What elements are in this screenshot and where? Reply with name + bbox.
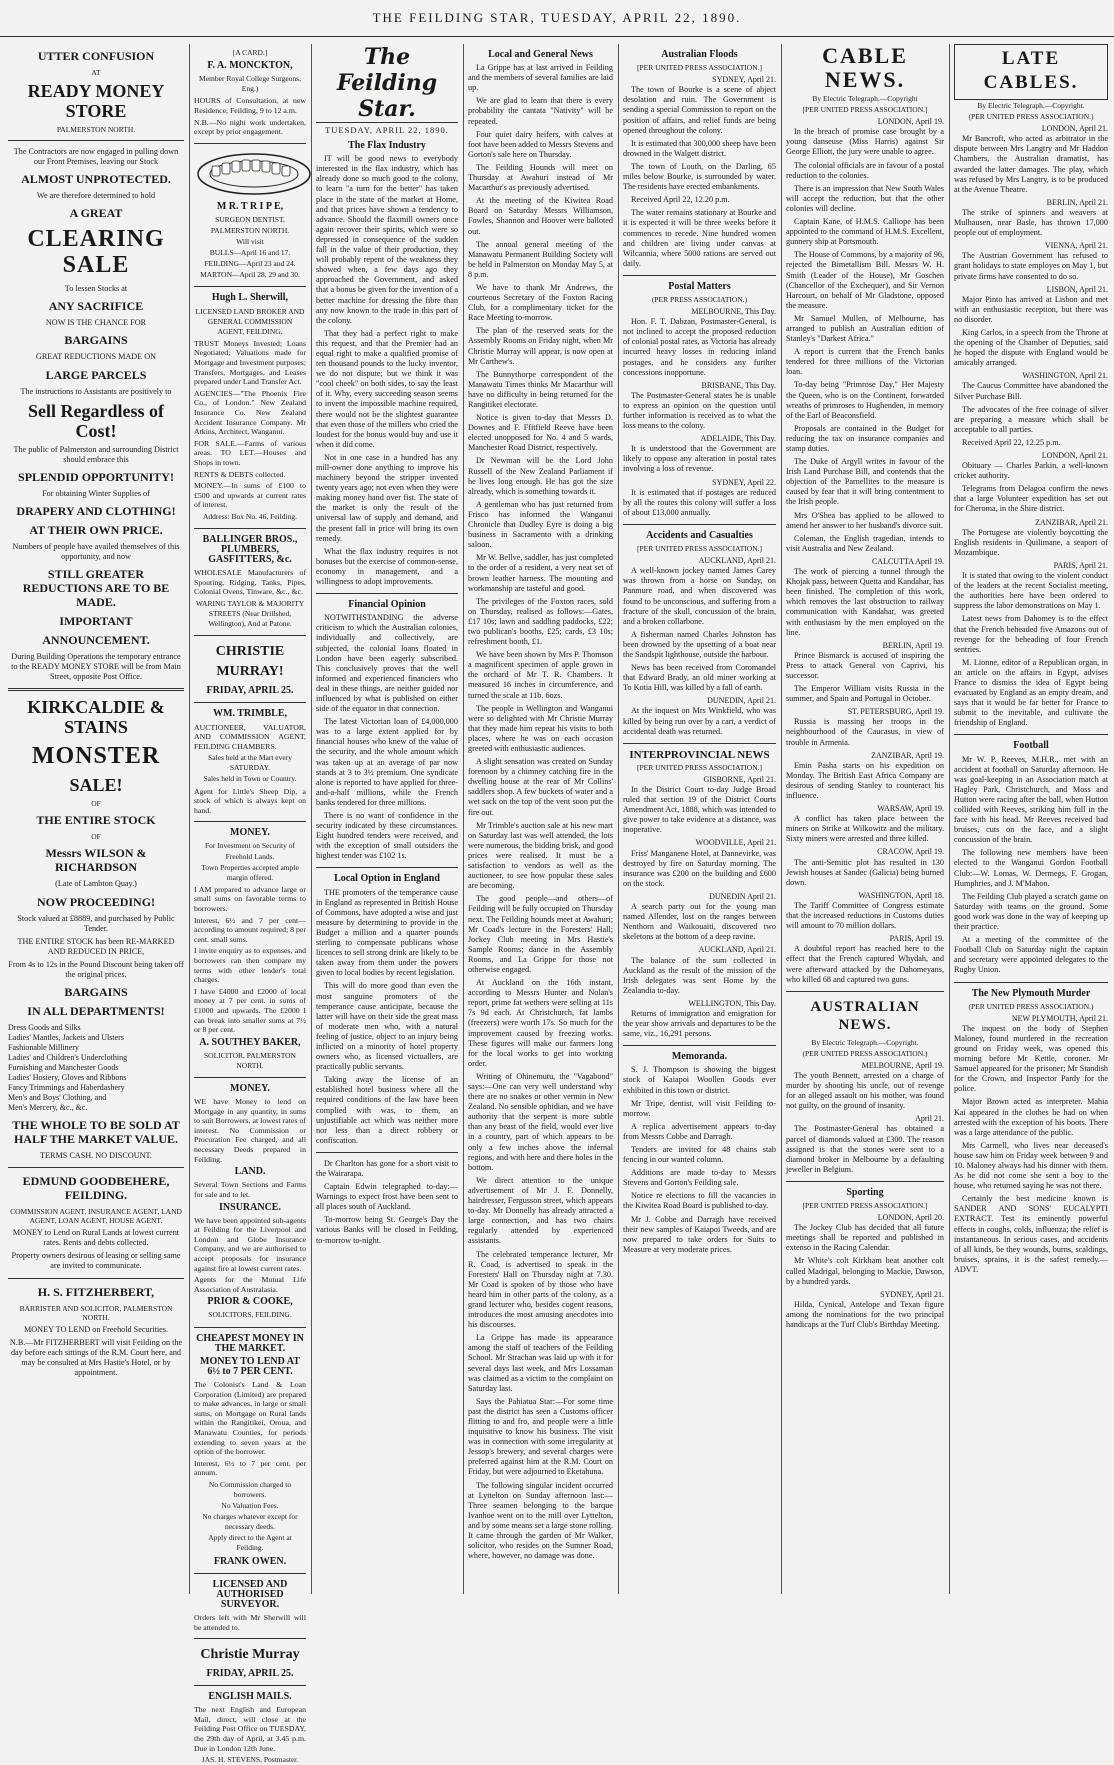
agency-credit: (PER UNITED PRESS ASSOCIATION.) (968, 1001, 1094, 1011)
departments-list: Dress Goods and Silks Ladies' Mantles, Jackets and Ulsters Fashionable Millinery Ladies' and Children's Underclothing Furnishing and Manchester Goods Ladies' Hosiery, Gloves and Ribbons Fancy Trimmings and Haberdashery Men's and Boys' Clothing, and Men's Mercery, &c., &c. (8, 1023, 128, 1113)
news-item: The strike of spinners and weavers at Mulhausen, near Basle, has thrown 17,000 people out of employment. (954, 207, 1108, 238)
newspaper-page (8, 43, 1108, 1765)
issue-date: TUESDAY, APRIL 22, 1890. (325, 125, 449, 135)
ad-text: We are therefore determined to hold (36, 191, 156, 201)
column-rule (949, 44, 950, 1594)
column-rule (189, 44, 190, 1594)
agency-credit: By Electric Telegraph.—Copyright. (977, 101, 1085, 110)
kirkcaldie-heading: KIRKCALDIE & STAINS (27, 697, 165, 738)
news-item: Mr Samuel Mullen, of Melbourne, has arranged to publish an Australian edition of Stanley's "Darkest Africa." (786, 313, 944, 344)
ad-text: The public of Palmerston and surrounding District should embrace this (13, 444, 179, 464)
article-paragraph: This will do more good than even the most sanguine promoters of the temperance cause anticipate, because the latter will have on their side the great mass of moderate men who, with a natural feeling of justice, object to an injury being inflicted on a minority of hotel property owners who, as licensed victuallers, are practically public servants. (316, 981, 458, 1072)
dateline: WOODVILLE, April 21. (695, 838, 776, 848)
dateline: ZANZIBAR, April 19. (871, 750, 944, 760)
news-item: It is estimated that 300,000 sheep have been drowned in the Walgett district. (623, 138, 776, 158)
ad-text: (Late of Lambton Quay.) (55, 879, 137, 889)
ad-headline: SPLENDID OPPORTUNITY! (18, 469, 174, 484)
news-item: The plan of the reserved seats for the Assembly Rooms on Friday night, when Mr Christie Murray will appear, is now open at Mr Carthew's. (468, 326, 613, 366)
news-item: The youth Bennett, arrested on a charge of murder by shooting his uncle, out of revenge for an alleged assault on his mother, was found not guilty, on the ground of insanity. (786, 1070, 944, 1111)
news-item: Latest news from Dahomey is to the effect that the French beheaded five Amazons out of revenge for the beheading of four French sentries. (954, 614, 1108, 654)
column-telegrams (623, 44, 776, 1594)
news-item: Received April 22, 12.20 p.m. (631, 195, 730, 205)
news-item: A report is current that the French banks tendered for three millions of the Victorian loan. (786, 347, 944, 377)
dateline: LONDON, April 19. (877, 117, 944, 127)
news-item: The Jockey Club has decided that all future meetings shall be reported and published in extenso in the Racing Calendar. (786, 1223, 944, 1253)
agency-credit: [PER UNITED PRESS ASSOCIATION.] (636, 63, 762, 73)
dateline: BERLIN, April 21. (1046, 197, 1108, 207)
news-item: Mrs Carmell, who lives near deceased's house saw him on Friday week between 9 and 10. Maloney always had his dinner with them. As he did not come she sent a boy to the house, who returned saying he was not there. (954, 1140, 1108, 1191)
dateline: BRISBANE, This Day. (701, 380, 776, 390)
column-rule (781, 44, 782, 1594)
ad-headline: BARGAINS (64, 333, 128, 348)
dateline: AUCKLAND, April 21. (698, 556, 776, 566)
news-item: The town of Bourke is a scene of abject desolation and ruin. The Government is sending a special Commission to report on the position of affairs, and relief funds are being opened throughout the colony. (623, 85, 776, 135)
store-location: PALMERSTON NORTH. (56, 125, 136, 134)
dateline: VIENNA, April 21. (1044, 241, 1108, 251)
news-item: The following new members have been elected to the Wanganui Gordon Football Club:—W. Lomas, W. Dermegs, F. Grogan, Humphries, and J. M'Mahon. (954, 848, 1108, 888)
ad-text: MONEY TO LEND on Freehold Securities. (23, 1324, 169, 1334)
article-heading: Memoranda. (671, 1051, 728, 1063)
news-item: The Postmaster-General has obtained a parcel of diamonds valued at £300. The reason assigned is that the stones were sent to a diamond broker in Melbourne by a defaulting jeweller in Belgium. (786, 1124, 944, 1174)
dateline: WELLINGTON, This Day. (688, 998, 776, 1008)
ad-headline: BARGAINS (64, 985, 128, 1000)
news-item: In the District Court to-day Judge Broad ruled that section 19 of the District Courts Amendment Act, 1888, which was intended to give power to take evidence at a distance, was inoperative. (623, 785, 776, 835)
ad-line: OF (91, 832, 101, 842)
news-item: A replica advertisement appears to-day from Messrs Cobbe and Darragh. (623, 1121, 776, 1141)
agency-credit: By Electric Telegraph.—Copyright (812, 94, 918, 103)
masthead (0, 0, 1114, 37)
dateline: MELBOURNE, April 19. (861, 1060, 944, 1070)
ad-text: Property owners desirous of leasing or selling same are invited to communicate. (11, 1251, 181, 1271)
article-paragraph: The latest Victorian loan of £4,000,000 was to a large extent applied for by financial houses who knew of the value of the security, and the whole amount which was taken up at an average of par now stands at 3 to 3½ premium. One syndicate alone is reported to have applied for three-and-a-half millions, while the French banks tendered for three millions. (316, 717, 458, 807)
dateline: LISBON, April 21. (1046, 284, 1108, 294)
news-item: Captain Kane, of H.M.S. Calliope has been appointed to the command of H.M.S. Excellent, gunnery ship at Portsmouth. (786, 217, 944, 247)
news-item: La Grippe has made its appearance among the staff of teachers of the Feilding School. Mr Strachan was laid up with it for several days last week, and Mrs Lossaman was claimed as a victim to the complaint on Saturday last. (468, 1333, 613, 1393)
ad-headline: DRAPERY AND CLOTHING! (16, 503, 176, 518)
news-item: Proposals are contained in the Budget for reducing the tax on insurance companies and stamp duties. (786, 423, 944, 453)
news-item: The Bunnythorpe correspondent of the Manawatu Times thinks Mr Macarthur will have no difficulty in being returned for the Rangitikei electorate. (468, 369, 613, 409)
ad-trimble: WM. TRIMBLE, AUCTIONEER, VALUATOR, AND COMMISSION AGENT, FEILDING CHAMBERS. Sales held at the Mart every SATURDAY. Sales held in Town or Country. Agent for Little's Sheep Dip, a stock of which is always kept on hand. (194, 708, 306, 815)
news-item: The House of Commons, by a majority of 96, rejected the Bimetallism Bill. Messrs W. H. Smith (Leader of the House), Mr Goschen (Chancellor of the Exchequer), and Sir Vernon Harcourt, on behalf of Mr Gladstone, opposed the measure. (786, 250, 944, 310)
news-item: The water remains stationary at Bourke and it is expected it will be three weeks before it commences to recede. Nine hundred women and children are living under canvas at Wilcannia, where 5000 rations are served out daily. (623, 208, 776, 268)
divider (8, 688, 184, 691)
ad-monckton: [A CARD.] F. A. MONCKTON, Member Royal College Surgeons, Eng.) HOURS of Consultation, at new Residence, Feilding, 9 to 12 a.m. N.B.—No night work undertaken, except by prior engagement. (194, 48, 306, 137)
news-item: A slight sensation was created on Sunday forenoon by a chimney catching fire in the dwelling house at the rear of Mr Collins' saddlers shop. A few buckets of water and a wet sack on the top of the vent soon put the fire out. (468, 757, 613, 817)
ad-headline: ANNOUNCEMENT. (42, 633, 150, 648)
news-item: Captain Edwin telegraphed to-day:—Warnings to expect frost have been sent to all places south of Auckland. (316, 1182, 458, 1212)
news-item: The people in Wellington and Wanganui were so delighted with Mr Christie Murray that they made him repeat his visits to both places, where he was on each occasion greeted with enthusiastic audiences. (468, 703, 613, 753)
section-heading: CABLE NEWS. (822, 43, 908, 92)
ad-text: GREAT REDUCTIONS MADE ON (35, 352, 157, 362)
news-item: Four quiet dairy heifers, with calves at foot have been added to Messrs Stevens and Gorton's sale here on Thursday. (468, 129, 613, 159)
denture-illustration (194, 150, 314, 198)
ad-text: To lessen Stocks at (64, 284, 128, 294)
agency-credit: By Electric Telegraph.—Copyright. (811, 1037, 919, 1047)
news-item: The Feilding Club played a scratch game on Saturday with teams on the ground. Some good work was done in the way of keeping up their practice. (954, 891, 1108, 932)
news-item: It is stated that owing to the violent conduct of the leaders at the recent Socialist meeting, the authorities here have been ordered to suppress the labor demonstrations on May 1. (954, 571, 1108, 611)
section-heading: AUSTRALIAN NEWS. (810, 998, 920, 1033)
sell-regardless-heading: Sell Regardless of Cost! (28, 400, 164, 441)
article-heading: Local and General News (488, 49, 593, 60)
dateline: PARIS, April 19. (889, 934, 944, 944)
news-item: Writing of Ohinemutu, the "Vagabond" says:—One can very well understand why there are no snakes or other vermin in New Zealand. No sensible ophidian, and we have authority that the serpent is more subtle than any beast of the field, would ever live in a country, part of which appears to be only a few inches above the infernal regions, and with here and there holes in the bottom. (468, 1071, 613, 1172)
news-item: Mr White's colt Kirkham beat another colt called Madrigal, belonging to Mackie, Dawson, by a hundred yards. (786, 1256, 944, 1286)
ad-text: MONEY to Lend on Rural Lands at lowest current rates. Rents and debts collected. (12, 1228, 180, 1248)
news-item: In the breach of promise case brought by a young danseuse (Miss Harris) against Sir George Elliott, the jury were unable to agree. (786, 127, 944, 157)
news-item: The Caucus Committee have abandoned the Silver Purchase Bill. (954, 381, 1108, 401)
dateline: WASHINGTON, April 21. (1022, 371, 1108, 381)
monster-heading: MONSTER (31, 743, 161, 770)
news-item: Notice re elections to fill the vacancies in the Kiwitea Road Board is published to-day. (623, 1191, 776, 1211)
column-rule (618, 44, 619, 1594)
newspaper-title: The Feilding Star. (316, 44, 458, 123)
news-item: The Emperor William visits Russia in the summer, and Spain and Portugal in October. (786, 684, 944, 704)
section-heading: LATE CABLES. (983, 48, 1079, 93)
news-item: It is estimated that if postages are reduced by all the routes this colony will suffer a loss of about £13,000 annually. (623, 487, 776, 517)
dateline: NEW PLYMOUTH, April 21. (1011, 1013, 1108, 1023)
notice-english-mails: ENGLISH MAILS. The next English and European Mail, direct, will close at the Feilding Post Office on TUESDAY, the 29th day of April, at 3.45 p.m. Due in London 12th June. JAS. H. STEVENS, Postmaster. (194, 1691, 306, 1765)
dateline: MELBOURNE, This Day. (691, 307, 776, 317)
article-paragraph: Taking away the license of an established hotel business where all the required conditions of the law have been complied with was, to them, an unjustifiable act which was neither more nor less than a direct robbery or confiscation. (316, 1075, 458, 1145)
ad-headline: ANY SACRIFICE (48, 299, 144, 314)
article-paragraph: There is no want of confidence in the security indicated by these circumstances. Eight hundred tenders were received, and with the exception of small outsiders the highest tender was £102 1s. (316, 811, 458, 861)
news-item: Obituary — Charles Parkin, a well-known cricket authority. (954, 461, 1108, 481)
ad-text: The Contractors are now engaged in pulling down our Front Premises, leaving our Stock (13, 147, 179, 167)
clearing-sale-heading: CLEARING SALE (27, 226, 165, 279)
store-name: READY MONEY STORE (27, 81, 165, 121)
article-heading: Local Option in England (334, 873, 440, 885)
news-item: At Auckland on the 16th instant, according to Messrs Hunter and Nolan's report, prime fat wethers were selling at 11s 7s 9d each. At Christchurch, fat lambs (freezers) were worth 17s. So much for the improvement caused by freezing works. These figures will make our farmers long for the local works to get into working order. (468, 978, 613, 1068)
article-heading: Financial Opinion (348, 599, 426, 611)
ad-christie-murray: CHRISTIE MURRAY! FRIDAY, APRIL 25. (206, 644, 294, 697)
news-item: We have been shown by Mrs P. Thomson a magnificent specimen of apple grown in the orchard of Mr T. R. Chambers. It measured 16 inches in circumference, and turned the scale at 11b. 6ozs. (468, 650, 613, 700)
ad-text: The instructions to Assistants are positively to (20, 386, 172, 396)
news-item: A doubtful report has reached here to the effect that the French captured Whydah, and were afterward attacked by the Dahomeyans, who killed 68 and captured two guns. (786, 944, 944, 984)
article-paragraph: IT will be good news to everybody interested in the flax industry, which has already done so much good to the colony, to learn "a turn for the better" has taken place in the state of the market at Home, and that prices have shown a tendency to advance. Should the flaxmill owners once again recover their spirits, which were so depressed in consequence of the sudden fall in the value of their production, they will probably repent of the weakness they showed when, a few days ago they approached the Government, and asked that a bonus be given for the invention of a better machine for dressing the fibre than any now known to the trade in this part of the colony. (316, 154, 458, 325)
ad-headline: STILL GREATER REDUCTIONS ARE TO BE MADE. (22, 567, 170, 610)
dateline: LONDON, April 20. (877, 1213, 944, 1223)
dateline: DUNEDIN April 21. (709, 891, 776, 901)
news-item: The good people—and others—of Feilding will be fully occupied on Thursday next. The Feilding hounds meet at Awahuri; Mr Coad's lecture in the Foresters' Hall; Jockey Club meeting in Mrs Hastie's Sample Rooms; dance in the Assembly Rooms, and La Grippe for those not otherwise engaged. (468, 894, 613, 974)
ad-text: TERMS CASH. NO DISCOUNT. (40, 1151, 152, 1161)
article-heading: The New Plymouth Murder (971, 987, 1091, 999)
ad-headline: IMPORTANT (59, 614, 133, 629)
ad-money-baker: MONEY. For Investment on Security of Freehold Lands. Town Properties accepted ample margin offered. I AM prepared to advance large or small sums on favorable terms to borrowers. Interest, 6½ and 7 per cent—according to amount required; 8 per cent. small sums. I invite enquiry as to expenses, and borrowers can then compare my terms with other lender's total charges. I have £4000 and £2000 of local money at 7 per cent. in sums of £1000 and upwards. The £2000 I can break into smaller sums at 7½ or 8 per cent. A. SOUTHEY BAKER, SOLICITOR, PALMERSTON NORTH. (194, 827, 306, 1070)
news-item: The following singular incident occurred at Lyttelton on Sunday afternoon last:—Three seamen belonging to the barque Ivanhoe went on to the mill over Lyttelton, and by some means set a large stone rolling. It came through the garden of Mr Walker, solicitor, who resides on the Sumner Road, where, however, no damage was done. (468, 1480, 613, 1561)
news-item: Mr Bancroft, who acted as arbitrator in the dispute between Mrs Langtry and Mr Haddon Chambers, the Australian dramatist, has awarded the latter damages. The play, which was refused by Mrs Langtry, is to be produced at the Avenue Theatre. (954, 134, 1108, 194)
ad-line: AT (91, 68, 101, 77)
news-item: At the inquest on Mrs Winkfield, who was killed by being run over by a cart, a verdict of accidental death was returned. (623, 706, 776, 736)
dateline: April 21. (915, 1114, 944, 1124)
news-item: We direct attention to the unique advertisement of Mr J. F. Donnelly, hairdresser, Fergusson street, which appears to-day. Mr Donnelly has already attracted a large connection, and has two chairs regularly attended by experienced assistants. (468, 1175, 613, 1246)
news-item: The celebrated temperance lecturer, Mr R. Coad, is advertised to speak in the Foresters' Hall on Thursday night at 7.30. Mr Coad is spoken of by those who have heard him in other parts of the colony, as a grand lecturer who, besides cogent reasons, introduces the most amusing anecdotes into his discourses. (468, 1249, 613, 1330)
news-item: Russia is massing her troops in the neighbourhood of the Caucasus, in view of trouble in Armenia. (786, 717, 944, 747)
dateline: WASHINGTON, April 18. (858, 890, 944, 900)
news-item: A well-known jockey named James Carey was thrown from a horse on Sunday, on Panmure road, and when discovered was found to be unconscious, and suffering from a fracture of the skull, concussion of the brain, and a broken collarbone. (623, 566, 776, 626)
article-paragraph: THE promoters of the temperance cause in England as represented in British House of Commons, have adopted a wise and just measure by determining to provide in the Budget a million and a quarter pounds sterling to compensate publicans whose licences to sell strong drink are likely to be taken away from them under the powers given to local bodies by recent legislation. (316, 887, 458, 978)
news-item: Mr Trimble's auction sale at his new mart on Saturday last was well attended, the lots were numerous, the bidding brisk, and good prices were realised. It must be a satisfaction to vendors as well as the auctioneer, to see how popular these sales are becoming. (468, 820, 613, 891)
column-advertisements-cards (194, 44, 306, 1765)
dateline: CRACOW, April 19. (877, 847, 944, 857)
divider (8, 140, 184, 141)
article-heading: Postal Matters (668, 280, 731, 292)
news-item: The Portugese are violently boycotting the English residents in Quilimane, a seaport of Mozambique. (954, 527, 1108, 557)
ad-headline: H. S. FITZHERBERT, (37, 1284, 155, 1299)
ad-line: COMMISSION AGENT, INSURANCE AGENT, LAND AGENT, LOAN AGENT, HOUSE AGENT. (10, 1207, 182, 1226)
news-item: Emin Pasha starts on his expedition on Monday. The British East Africa Company are desirous of sending Stanley to counteract his influence. (786, 760, 944, 800)
news-item: The inquest on the body of Stephen Maloney, found murdered in the recreation ground on Friday week, was opened this morning before Mr Kettle, coroner. Mr Samuel appeared for the prisoner; Mr Standish for the Crown, and Inspector Pardy for the police. (954, 1023, 1108, 1094)
news-item: Mr Tripe, dentist, will visit Feilding to-morrow. (623, 1098, 776, 1118)
news-item: Notice is given to-day that Messrs D. Downes and F. Ffitfield Reeve have been elected unopposed for No. 4 and 5 wards, Manchester Road District, respectively. (468, 413, 613, 453)
news-item: Dr Charlton has gone for a short visit to the Wairarapa. (316, 1158, 458, 1178)
column-rule (311, 44, 312, 1594)
news-item: Major Brown acted as interpreter. Mahia Kai appeared in the clothes he had on when arrested with the exception of his boots. There was a large attendance of the public. (954, 1097, 1108, 1137)
ad-text: Numbers of people have availed themselves of this opportunity, and now (12, 541, 180, 562)
ad-headline: Messrs WILSON & RICHARDSON (45, 846, 147, 875)
dateline: WARSAW, April 19. (877, 804, 944, 814)
news-item: Tenders are invited for 48 chains stab fencing in our wanted column. (623, 1145, 776, 1165)
news-item: La Grippe has at last arrived in Feilding and the members of several families are laid up. (468, 63, 613, 93)
dateline: ZANZIBAR, April 21. (1035, 517, 1108, 527)
ad-christie-murray-2: Christie Murray FRIDAY, APRIL 25. (200, 1647, 300, 1680)
article-heading: Sporting (846, 1186, 884, 1198)
dateline: SYDNEY, April 22. (712, 477, 776, 487)
agency-credit: (PER UNITED PRESS ASSOCIATION.) (968, 112, 1094, 122)
news-item: Returns of immigration and emigration for the year show arrivals and departures to be the same, viz., 16,291 persons. (623, 1008, 776, 1039)
column-advertisements-left (8, 44, 184, 1594)
news-item: The Feilding Hounds will meet on Thursday at Awahuri instead of Mr Macarthur's as previously advertised. (468, 162, 613, 193)
news-item: The town of Louth, on the Darling, 65 miles below Bourke, is surrounded by water. The residents have erected embankments. (623, 161, 776, 192)
news-item: Received April 22, 12.25 p.m. (962, 437, 1061, 447)
dateline: LONDON, April 21. (1041, 451, 1108, 460)
ad-money-prior-cooke: MONEY. WE have Money to lend on Mortgage in any quantity, in sums to suit Borrowers, at lowest rates of interest. No Commission or Procuration Fee charged, and all necessary Deeds prepared in Feilding. LAND. Several Town Sections and Farms for sale and to let. INSURANCE. We have been appointed sub-agents at Feilding for the Liverpool and London and Globe Insurance Company, and we are authorised to accept proposals for insurance against fire at lowest current rates. Agents for the Mutual Life Association of Australasia. PRIOR & COOKE, SOLICITORS, FEILDING. (194, 1083, 306, 1320)
dateline: AUCKLAND, April 21. (698, 945, 776, 955)
dateline: GISBORNE, April 21. (703, 774, 776, 784)
ad-text: During Building Operations the temporary entrance to the READY MONEY STORE will be from Main Street, opposite Post Office. (11, 652, 181, 682)
ad-headline: LARGE PARCELS (45, 367, 147, 382)
news-item: News has been received from Coromandel that Edward Brady, an old miner working at To Kotia Hill, was killed by a fall of earth. (623, 663, 776, 693)
ad-headline: THE WHOLE TO BE SOLD AT HALF THE MARKET VALUE. (12, 1118, 180, 1147)
divider (8, 1167, 184, 1168)
news-item: Mr W. P. Reeves, M.H.R., met with an accident at football on Saturday afternoon. He was goal-keeping in an Association match at Hagley Park, Christchurch, and Moss and Hutton were racing after the ball, when Hutton collided with Reeves, striking him full in the face with his head. Mr Reeves received bad bruises, cuts on the face, and a slight concussion of the brain. (954, 754, 1108, 845)
news-item: To-day being "Primrose Day," Her Majesty the Queen, who is on the Continent, forwarded wreaths of primroses to Hughenden, in memory of the Earl of Beaconsfield. (786, 380, 944, 420)
news-item: The work of piercing a tunnel through the Khojak pass, between Quetta and Kandahar, has been finished. The completion of this work, which removes the last obstruction to railway communication with Kandahar, was greeted with enthusiasm by the men employed on the line. (786, 567, 944, 637)
ad-surveyor: LICENSED AND AUTHORISED SURVEYOR. Orders left with Mr Sherwill will be attended to. (194, 1578, 306, 1632)
news-item: We have to thank Mr Andrews, the courteous Secretary of the Foxton Racing Club, for a complimentary ticket for the Race Meeting to-morrow. (468, 282, 613, 323)
news-item: A search party out for the young man named Allender, lost on the ranges between Nenthorn and Waikouaiti, discovered two skeletons at the bottom of a deep ravine. (623, 902, 776, 942)
late-cables-box (954, 44, 1108, 100)
agency-credit: [PER UNITED PRESS ASSOCIATION.] (636, 762, 762, 772)
news-item: Certainly the best medicine known is SANDER AND SONS' EUCALYPTI EXTRACT. Test its eminently powerful effects in coughs, colds, influenza; the relief is instantaneous. In serious cases, and accidents of all kinds, be they wounds, burns, scaldings, bruises, sprains, it is the safest remedy.—ADVT. (954, 1194, 1108, 1274)
article-heading: INTERPROVINCIAL NEWS (629, 748, 770, 761)
news-item: Coleman, the English tragedian, intends to visit Australia and New Zealand. (786, 533, 944, 553)
ad-headline: EDMUND GOODBEHERE, FEILDING. (22, 1174, 170, 1203)
divider (8, 1278, 184, 1279)
agency-credit: [PER UNITED PRESS ASSOCIATION.] (802, 105, 928, 115)
dateline: PARIS, April 21. (1053, 560, 1108, 570)
news-item: At the meeting of the Kiwitea Road Board on Saturday Messrs Williamson, Fowles, Shannon and Hoover were balloted out. (468, 196, 613, 236)
news-item: A gentleman who has just returned from Frisco has informed the Wanganui Chronicle that Dudley Eyre is doing a big business in Sacramento with a drinking saloon. (468, 499, 613, 550)
news-item: The Postmaster-General states he is unable to express an opinion on the question until further information is received as to what the loss means to the colony. (623, 390, 776, 431)
article-heading: Accidents and Casualties (646, 529, 753, 541)
news-item: To-morrow being St. George's Day the various Banks will be closed in Feilding, to-morrow to-night. (316, 1215, 458, 1245)
news-item: Mr W. Bellve, saddler, has just completed to the order of a resident, a very neat set of brown leather harness. The mounting and workmanship are tasteful and good. (468, 553, 613, 593)
ad-headline: AT THEIR OWN PRICE. (29, 522, 163, 537)
news-item: At a meeting of the committee of the Football Club on Saturday night the captain and secretary were appointed delegates to the Rugby Union. (954, 935, 1108, 975)
news-item: Dr Newman will be the Lord John Russell of the New Zealand Parliament if he lives long enough. He has got the size already, which is something towards it. (468, 456, 613, 496)
article-heading: Australian Floods (661, 49, 738, 60)
news-item: The annual general meeting of the Manawatu Permanent Building Society will be held in Palmerston on Monday May 5, at 8 p.m. (468, 239, 613, 279)
masthead-title: THE FEILDING STAR, TUESDAY, APRIL 22, 1890. (372, 10, 742, 25)
news-item: Mr J. Cobbe and Darragh have received their new samples of Kaiapoi Tweeds, and are now prepared to take orders for Suits to Measure at very moderate prices. (623, 1214, 776, 1254)
column-leader (316, 44, 458, 1594)
dateline: BERLIN, April 19. (882, 640, 944, 650)
dateline: ADELAIDE, This Day. (700, 434, 776, 444)
news-item: The Tariff Committee of Congress estimate that the increased reductions in Customs duties will amount to 70 million dollars. (786, 900, 944, 931)
column-rule (463, 44, 464, 1594)
ad-headline: UTTER CONFUSION (37, 49, 155, 63)
news-item: Telegrams from Delagoa confirm the news that a large Volunteer expedition has set out for Cheroma, in the Shire district. (954, 484, 1108, 514)
column-late-cables (954, 44, 1108, 1594)
dateline: ST. PETERSBURG, April 19. (847, 707, 944, 717)
article-heading: Football (1013, 740, 1049, 752)
news-item: M. Lionne, editor of a Republican organ, in an article on the affairs in Egypt, advises France to dismiss the idea of Egypt being evacuated by England as an empty dream, and says that it would be far better for France to submit to the inevitable, and cultivate the friendship of England. (954, 657, 1108, 728)
news-item: The colonial officials are in favour of a postal reduction to the colonies. (786, 160, 944, 180)
ad-headline: ALMOST UNPROTECTED. (21, 172, 171, 187)
dateline: DUNEDIN, April 21. (707, 696, 776, 706)
news-item: A fisherman named Charles Johnston has been drowned by the upsetting of a boat near the Sandspit lighthouse, outside the harbour. (623, 629, 776, 659)
article-paragraph: That they had a perfect right to make this request, and that the Premier had an equal right to make a qualified promise of ten thousand pounds to the lucky inventor, we do not dispute; but we think it was "cool cheek" on both sides, to say the least of it. Why, every succeeding season seems to invent the impossible machine required, there would not be the slightest guarantee that even those of the millers who cried the loudest for the bonus would buy and use it when it did come. (316, 328, 458, 449)
ad-sherwill: Hugh L. Sherwill, LICENSED LAND BROKER AND GENERAL COMMISSION AGENT, FEILDING. TRUST Moneys Invested; Loans Negotiated; Valuations made for Mortgage and Investment purposes; Transfers, Mortgages, and Leases prepared under Land Transfer Act. AGENCIES—"The Phoenix Fire Co., of London." New Zealand Insurance Co. New Zealand Accident Insurance Company. Mr Atkins, Architect, Wanganui. FOR SALE.—Farms of various areas. TO LET.—Houses and Shops in town. RENTS & DEBTS collected. MONEY.—In sums of £100 to £500 and upwards at current rates of interest. Address: Box No. 46, Feilding. (194, 292, 306, 521)
news-item: Hilda, Cynical, Antelope and Texan figure among the nominations for the two principal handicaps at the Turf Club's Birthday Meeting. (786, 1299, 944, 1330)
news-item: Additions are made to-day to Messrs Stevens and Gorton's Feilding sale. (623, 1168, 776, 1188)
ad-text: From 4s to 12s in the Pound Discount being taken off the original prices. (8, 959, 184, 979)
ad-text: For obtaining Winter Supplies of (42, 488, 150, 498)
sale-heading: SALE! (69, 775, 123, 796)
agency-credit: (PER PRESS ASSOCIATION.) (651, 294, 748, 304)
news-item: The balance of the sum collected in Auckland as the result of the mission of the Irish delegates was sent Home by the Zealandia to-day. (623, 955, 776, 995)
news-item: Mrs O'Shea has applied to be allowed to amend her answer to her husband's divorce suit. (786, 510, 944, 530)
news-item: Says the Pahiatua Star:—For some time past the district has seen a Customs officer flitting to and fro, and people were a little inquisitive to know his business. The visit was in connection with some irregularity at Jessop's brewery, and several charges were preferred against him at the R.M. Court on Friday, but were adjourned to Eketahuna. (468, 1396, 613, 1477)
column-cable-news (786, 44, 944, 1594)
dateline: LONDON, April 21. (1041, 124, 1108, 134)
news-item: There is an impression that New South Wales will accept the reduction, but that the other colonies will decline. (786, 183, 944, 213)
article-paragraph: Not in one case in a hundred has any mill-owner done anything to improve his machinery beyond the stripper invented twenty years ago; not even when they were making money hand over fist. The state of the market is only the result of the universal law of supply and demand, and the present fall in price will bring its own remedy. (316, 452, 458, 543)
dateline: SYDNEY, April 21. (712, 75, 776, 85)
news-item: S. J. Thompson is showing the biggest stock of Kaiapoi Woollen Goods ever exhibited in this town or district. (623, 1065, 776, 1095)
news-item: A conflict has taken place between the miners on Strike at Wilkowitz and the military. Sixty miners were arrested and three killed. (786, 814, 944, 844)
ad-headline: THE ENTIRE STOCK (36, 813, 156, 828)
ad-line: OF (91, 799, 101, 809)
news-item: The privileges of the Foxton races, sold on Thursday, realised as follows:—Gates, £17 10s; lawn and saddling paddocks, £22; two publican's booths, £25; cards, £3 10s; refreshment booth, £1. (468, 596, 613, 647)
ad-headline: A GREAT (69, 206, 123, 221)
article-heading: The Flax Industry (348, 140, 426, 152)
agency-credit: [PER UNITED PRESS ASSOCIATION.] (636, 544, 762, 554)
column-local-news (468, 44, 613, 1594)
ad-text: NOW IS THE CHANCE FOR (45, 318, 147, 328)
ad-tripe: M R. T R I P E, SURGEON DENTIST, PALMERSTON NORTH. Will visit BULLS—April 16 and 17. FEILDING—April 23 and 24. MARTON—April 28, 29 and 30. (200, 200, 300, 280)
news-item: The Duke of Argyll writes in favour of the Irish Land Purchase Bill, and contends that the objection of the Parnellites to the measure is caused by fear that it will bring contentment to the Irish people. (786, 457, 944, 507)
ad-cheapest-money: CHEAPEST MONEY IN THE MARKET. MONEY TO LEND AT 6½ to 7 PER CENT. The Colonist's Land & Loan Corporation (Limited) are prepared to make advances, in large or small sums, on Mortgage on Rural lands within the Rangitikei, Oroua, and Manawatu Counties, for periods extending to seven years at the option of the borrower. Interest, 6½ to 7 per cent. per annum. No Commission charged to borrowers. No Valuation Fees. No charges whatever except for necessary deeds. Apply direct to the Agent at Feilding. FRANK OWEN. (194, 1332, 306, 1567)
news-item: King Carlos, in a speech from the Throne at the opening of the Chamber of Deputies, said he hoped the dispute with England would be amicably arranged. (954, 327, 1108, 368)
news-item: The advocates of the free coinage of silver are preparing a measure which shall be acceptable to all parties. (954, 404, 1108, 434)
ad-ballinger: BALLINGER BROS., PLUMBERS, GASFITTERS, &c. WHOLESALE Manufacturers of Spouting, Ridging, Tanks, Pipes, Colonial Ovens, Tinware, &c., &c. WARING TAYLOR & MAJORITY STREETS (Near Drillshed, Wellington), And at Patone. (194, 533, 306, 629)
news-item: The anti-Semitic plot has resulted in 130 Jewish houses at Sandec (Galicia) being burned down. (786, 857, 944, 887)
agency-credit: (PER UNITED PRESS ASSOCIATION.) (802, 1048, 928, 1058)
news-item: We are glad to learn that there is every probability the cantata "Nativity" will be repeated. (468, 96, 613, 126)
ad-text: THE ENTIRE STOCK has been RE-MARKED AND REDUCED IN PRICE, (17, 936, 175, 956)
ad-headline: IN ALL DEPARTMENTS! (27, 1004, 165, 1019)
ad-line: BARRISTER AND SOLICITOR, PALMERSTON NORTH. (19, 1303, 173, 1322)
dateline: CALCUTTA April 19. (871, 556, 944, 566)
ad-headline: NOW PROCEEDING! (36, 894, 156, 909)
ad-text: N.B.—Mr FITZHERBERT will visit Feilding on the day before each sittings of the R.M. Court here, and may be consulted at Mrs Hastie's Hotel, or by appointment. (9, 1337, 183, 1377)
news-item: Major Pinto has arrived at Lisbon and met with an enthusiastic reception, but there was no disorder. (954, 294, 1108, 324)
agency-credit: [PER UNITED PRESS ASSOCIATION.] (802, 1201, 928, 1210)
news-item: It is understood that the Government are likely to oppose any alteration in postal rates involving a loss of revenue. (623, 444, 776, 474)
news-item: The Austrian Government has refused to grant holidays to state employes on May 1, but private firms have consented to do so. (954, 251, 1108, 281)
article-paragraph: NOTWITHSTANDING the adverse criticism to which the Australian colonies, individually and collectively, are subjected, the colonial loans floated in London have been eagerly subscribed. This conclusively proves that the well informed and experienced financiers who deal in these things, are neither guided nor influenced by what is published on either side of the equator in that connection. (316, 613, 458, 714)
dateline: SYDNEY, April 21. (880, 1289, 944, 1299)
news-item: Friss' Manganene Hotel, at Dannevirke, was destroyed by fire on Saturday morning. The insurance was £200 on the building and £600 on the stock. (623, 848, 776, 888)
news-item: Hon. F. T. Dabzan, Postmaster-General, is not inclined to accept the proposed reduction of colonial postal rates, as Victoria has already incurred heavy losses in reducing inland postages, and he considers any further concessions inopportune. (623, 317, 776, 377)
article-paragraph: What the flax industry requires is not bonuses but the exercise of common-sense, economy in management, and a willingness to adopt improvements. (316, 546, 458, 587)
ad-text: Stock valued at £8889, and purchased by Public Tender. (17, 913, 175, 933)
news-item: Prince Bismarck is accused of inspiring the Press to attack General von Caprivi, his successor. (786, 650, 944, 680)
